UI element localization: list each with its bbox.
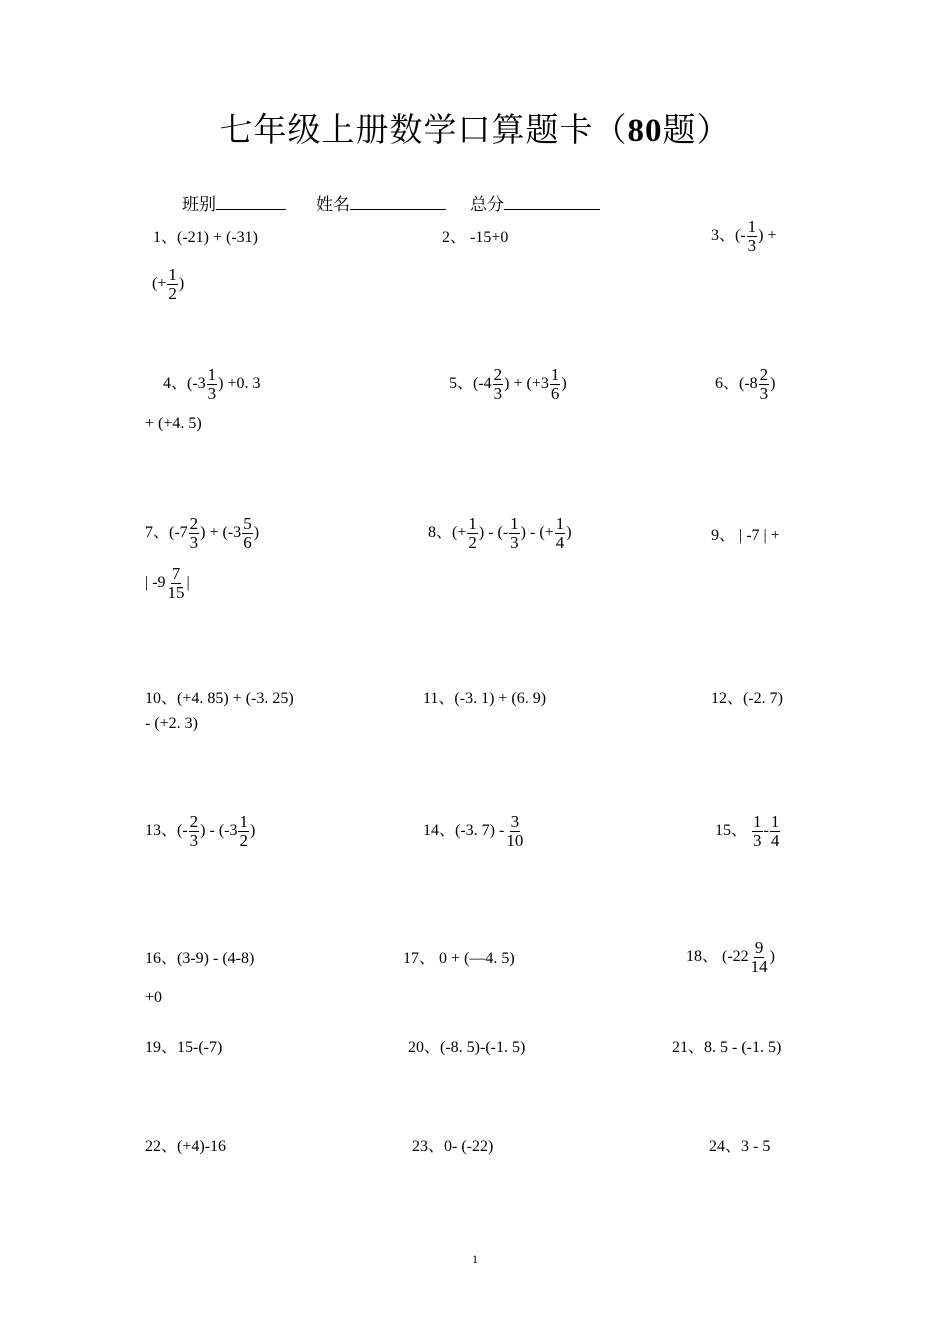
question-19: 19、15-(-7): [145, 1039, 223, 1056]
fraction: $\frac{7}{15}$: [167, 564, 185, 602]
score-blank[interactable]: [504, 193, 600, 210]
question-11: 11、(-3. 1) + (6. 9): [423, 690, 547, 707]
fraction: $\frac{5}{6}$: [243, 514, 252, 552]
question-1: 1、(-21) + (-31): [153, 229, 258, 246]
fraction: $\frac{1}{2}$: [168, 265, 177, 303]
fraction: $\frac{2}{3}$: [189, 514, 199, 552]
class-field[interactable]: [182, 190, 286, 215]
fraction: $\frac{1}{2}$: [239, 812, 248, 850]
name-field[interactable]: [316, 190, 446, 215]
score-label: 总分: [470, 195, 504, 214]
question-16-continued: +0: [145, 989, 163, 1006]
question-3: 3、(- $\frac{1}{3}$ ) +: [711, 217, 777, 255]
question-2: 2、 -15+0: [442, 229, 509, 246]
class-blank[interactable]: [216, 193, 286, 210]
question-23: 23、0- (-22): [412, 1138, 494, 1155]
fraction: $\frac{1}{4}$: [770, 812, 780, 850]
page-title: 七年级上册数学口算题卡（80题）: [219, 113, 731, 149]
question-18: 18、 (-22 $\frac{9}{14}$ ): [686, 938, 775, 976]
question-9: 9、 | -7 | +: [711, 527, 780, 544]
question-8: 8、(+ $\frac{1}{2}$ ) - (- $\frac{1}{3}$ ) - (+ $\frac{1}{4}$ ): [428, 514, 572, 552]
question-15: 15、 $\frac{1}{3}$ - $\frac{1}{4}$: [715, 812, 780, 850]
page-number: 1: [472, 1252, 478, 1266]
question-3-continued: (+ $\frac{1}{2}$ ): [152, 265, 185, 303]
question-5: 5、(-4 $\frac{2}{3}$ ) + (+3 $\frac{1}{6}$ ): [449, 365, 567, 403]
question-4-continued: + (+4. 5): [145, 415, 202, 432]
question-22: 22、(+4)-16: [145, 1138, 227, 1155]
question-21: 21、8. 5 - (-1. 5): [672, 1039, 782, 1056]
question-10-continued: - (+2. 3): [145, 715, 199, 732]
fraction: $\frac{3}{10}$: [506, 812, 524, 850]
question-13: 13、(- $\frac{2}{3}$ ) - (-3 $\frac{1}{2}$ ): [145, 812, 256, 850]
question-4: 4、(-3 $\frac{1}{3}$ ) +0. 3: [163, 365, 261, 403]
question-7: 7、(-7 $\frac{2}{3}$ ) + (-3 $\frac{5}{6}$ ): [145, 514, 260, 552]
fraction: $\frac{1}{3}$: [510, 514, 519, 552]
class-label: 班别: [182, 195, 216, 214]
question-20: 20、(-8. 5)-(-1. 5): [408, 1039, 526, 1056]
fraction: $\frac{1}{3}$: [747, 217, 757, 255]
fraction: $\frac{1}{2}$: [468, 514, 477, 552]
score-field[interactable]: [470, 190, 600, 215]
fraction: $\frac{1}{4}$: [555, 514, 565, 552]
question-10: 10、(+4. 85) + (-3. 25): [145, 690, 294, 707]
question-12: 12、(-2. 7): [711, 690, 783, 707]
question-14: 14、(-3. 7) - $\frac{3}{10}$: [423, 812, 524, 850]
fraction: $\frac{1}{6}$: [550, 365, 560, 403]
question-9-continued: | -9 $\frac{7}{15}$ |: [145, 564, 190, 602]
name-label: 姓名: [316, 195, 350, 214]
fraction: $\frac{2}{3}$: [493, 365, 503, 403]
fraction: $\frac{2}{3}$: [189, 812, 199, 850]
question-16: 16、(3-9) - (4-8): [145, 950, 255, 967]
question-6: 6、(-8 $\frac{2}{3}$ ): [715, 365, 776, 403]
fraction: $\frac{1}{3}$: [207, 365, 217, 403]
question-17: 17、 0 + (—4. 5): [403, 950, 515, 967]
fraction: $\frac{9}{14}$: [750, 938, 768, 976]
name-blank[interactable]: [350, 193, 446, 210]
fraction: $\frac{1}{3}$: [753, 812, 762, 850]
fraction: $\frac{2}{3}$: [759, 365, 769, 403]
question-24: 24、3 - 5: [709, 1138, 771, 1155]
